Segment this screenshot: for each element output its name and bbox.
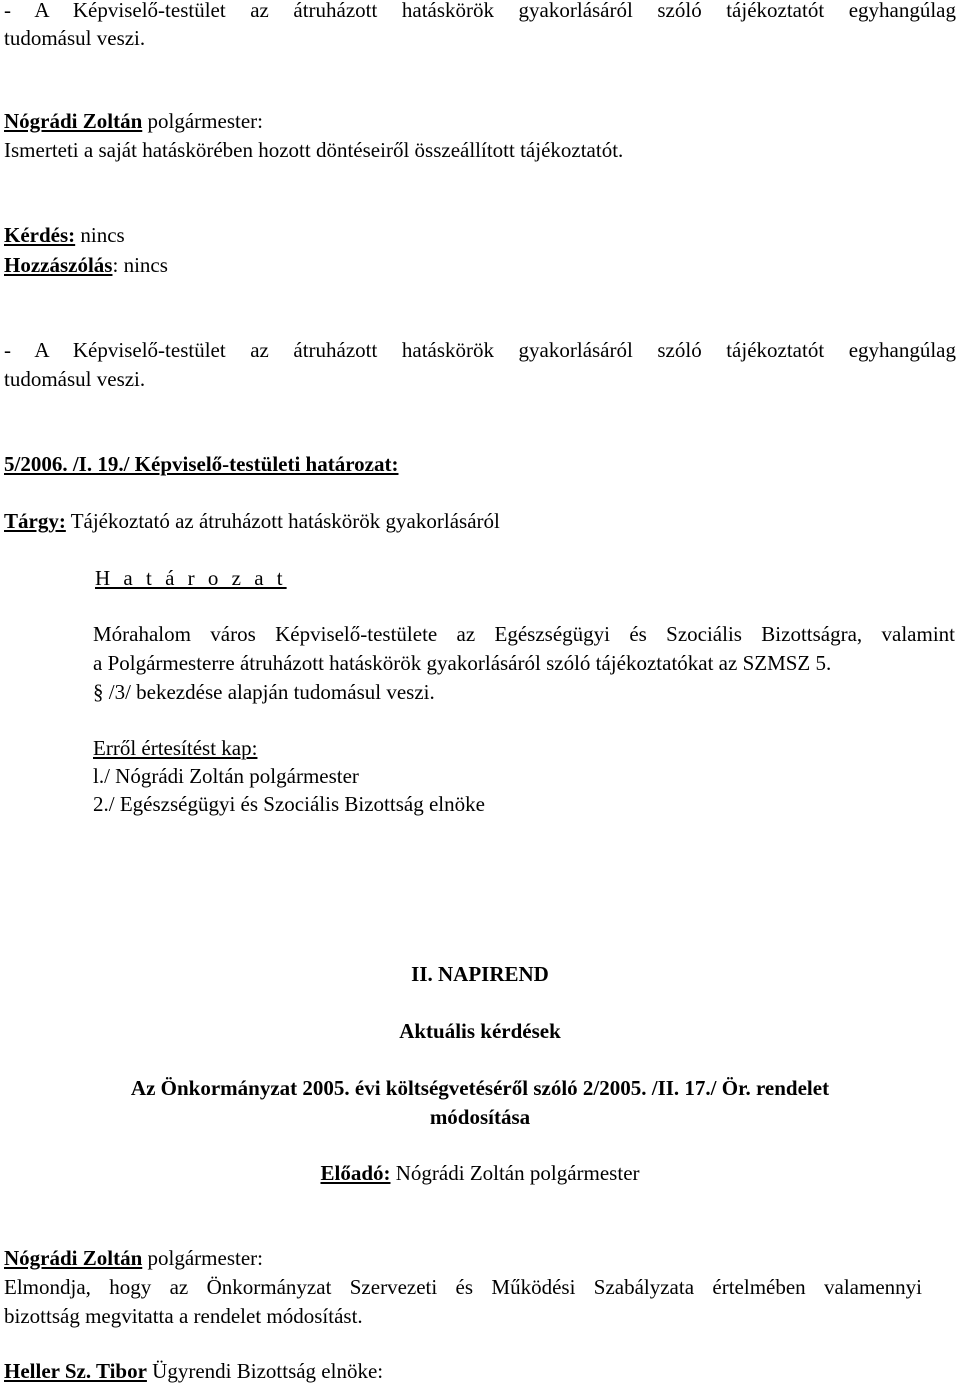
subject-text: Tájékoztató az átruházott hatáskörök gyakorlásáról xyxy=(65,509,500,533)
mayor-statement-2-line-2: bizottság megvitatta a rendelet módosítást. xyxy=(4,1304,363,1328)
mayor-speaker-line-2 xyxy=(4,1244,263,1272)
comment-label: Hozzászólás xyxy=(4,253,113,277)
resolution-body-line-2: a Polgármesterre átruházott hatáskörök gyakorlásáról szóló tájékoztatókat az SZMSZ 5. xyxy=(93,651,832,675)
speaker-name: Nógrádi Zoltán polgármester xyxy=(390,1161,640,1185)
subject-label: Tárgy: xyxy=(4,509,66,533)
mayor-speaker-line xyxy=(4,107,263,135)
question-label: Kérdés: xyxy=(4,223,76,247)
mayor-name-2: Nógrádi Zoltán xyxy=(4,1246,143,1270)
question-line xyxy=(4,221,125,249)
committee-name: Heller Sz. Tibor xyxy=(4,1359,147,1383)
speaker-label: Előadó: xyxy=(320,1161,391,1185)
resolution-body-line-3: § /3/ bekezdése alapján tudomásul veszi. xyxy=(93,680,435,704)
resolution-heading: H a t á r o z a t xyxy=(95,566,287,590)
notify-item-2: 2./ Egészségügyi és Szociális Bizottság elnöke xyxy=(93,792,485,816)
agenda-subject-line-1: Az Önkormányzat 2005. évi költségvetéséről szóló 2/2005. /II. 17./ Ör. rendelet xyxy=(130,1076,830,1100)
committee-speaker-line xyxy=(4,1357,383,1385)
agenda-number: II. NAPIREND xyxy=(411,962,549,986)
committee-role: Ügyrendi Bizottság elnöke: xyxy=(146,1359,384,1383)
paragraph-1-line-2: tudomásul veszi. xyxy=(4,26,146,50)
comment-line xyxy=(4,251,168,279)
paragraph-1-line-1: - A Képviselő-testület az átruházott hatáskörök gyakorlásáról szóló tájékoztatót egyhangúlag xyxy=(4,0,956,22)
paragraph-2-line-1: - A Képviselő-testület az átruházott hatáskörök gyakorlásáról szóló tájékoztatót egyhangúlag xyxy=(4,338,956,362)
notify-item-1: l./ Nógrádi Zoltán polgármester xyxy=(93,764,359,788)
agenda-subject-line-2: módosítása xyxy=(429,1105,531,1129)
mayor-statement: Ismerteti a saját hatáskörében hozott döntéseiről összeállított tájékoztatót. xyxy=(4,138,624,162)
question-value: nincs xyxy=(75,223,125,247)
mayor-role: polgármester: xyxy=(142,109,263,133)
comment-value: : nincs xyxy=(112,253,168,277)
agenda-title: Aktuális kérdések xyxy=(399,1019,561,1043)
resolution-subject xyxy=(4,507,500,535)
paragraph-2-line-2: tudomásul veszi. xyxy=(4,367,146,391)
agenda-speaker xyxy=(0,1159,960,1187)
resolution-number: 5/2006. /I. 19./ Képviselő-testületi határozat: xyxy=(4,452,399,476)
mayor-statement-2-line-1: Elmondja, hogy az Önkormányzat Szervezeti és Működési Szabályzata értelmében valamennyi xyxy=(4,1275,922,1299)
mayor-role-2: polgármester: xyxy=(142,1246,263,1270)
resolution-body-line-1: Mórahalom város Képviselő-testülete az Egészségügyi és Szociális Bizottságra, valamint xyxy=(93,622,955,646)
notify-label: Erről értesítést kap: xyxy=(93,736,258,760)
mayor-name: Nógrádi Zoltán xyxy=(4,109,143,133)
